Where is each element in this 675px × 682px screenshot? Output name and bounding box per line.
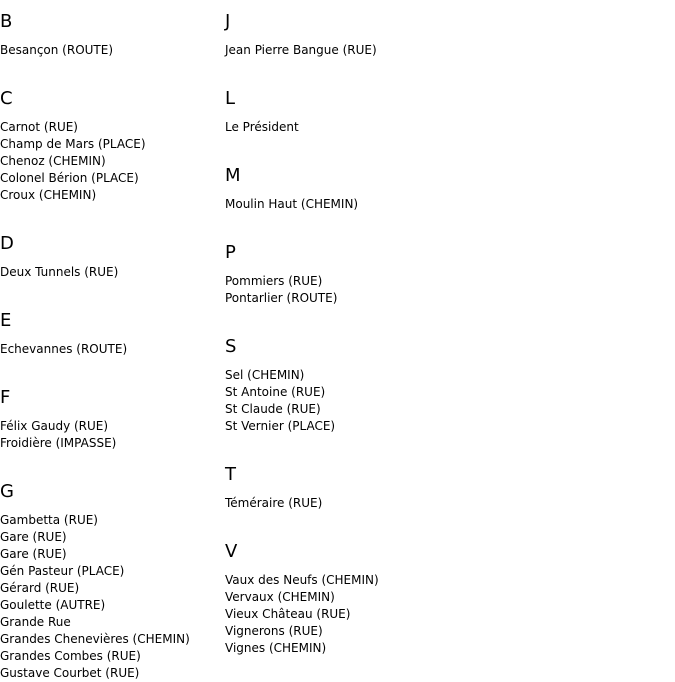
group-letter-heading: M: [225, 165, 241, 186]
street-link[interactable]: Croux (CHEMIN): [0, 188, 97, 202]
street-link[interactable]: Sel (CHEMIN): [225, 368, 305, 382]
street-link[interactable]: St Claude (RUE): [225, 402, 321, 416]
street-link[interactable]: Champ de Mars (PLACE): [0, 137, 146, 151]
letter-group: [0, 452, 225, 682]
street-list: [225, 572, 525, 657]
street-link[interactable]: Vignes (CHEMIN): [225, 641, 327, 655]
group-letter-heading: G: [0, 481, 14, 502]
street-list: [0, 264, 225, 281]
street-link[interactable]: Gare (RUE): [0, 547, 67, 561]
street-list: [0, 512, 225, 682]
group-letter-heading: C: [0, 88, 13, 109]
street-list: [225, 196, 525, 213]
street-link[interactable]: Le Président: [225, 120, 299, 134]
street-link[interactable]: Pontarlier (ROUTE): [225, 291, 338, 305]
street-link[interactable]: St Antoine (RUE): [225, 385, 326, 399]
street-link[interactable]: Vervaux (CHEMIN): [225, 590, 335, 604]
street-link[interactable]: Téméraire (RUE): [225, 496, 323, 510]
street-link[interactable]: Gare (RUE): [0, 530, 67, 544]
street-link[interactable]: Goulette (AUTRE): [0, 598, 106, 612]
letter-group: [225, 136, 525, 213]
street-index-right-column: [225, 0, 525, 657]
street-list: [0, 42, 225, 59]
group-letter-heading: F: [0, 387, 11, 408]
group-letter-heading: S: [225, 336, 237, 357]
street-link[interactable]: Carnot (RUE): [0, 120, 78, 134]
letter-group: [225, 435, 525, 512]
letter-group: [0, 0, 225, 59]
street-link[interactable]: Moulin Haut (CHEMIN): [225, 197, 359, 211]
letter-group: [0, 59, 225, 204]
street-link[interactable]: Colonel Bérion (PLACE): [0, 171, 139, 185]
street-list: [0, 341, 225, 358]
street-link[interactable]: Félix Gaudy (RUE): [0, 419, 109, 433]
group-letter-heading: B: [0, 11, 13, 32]
street-list: [225, 367, 525, 435]
street-link[interactable]: Gustave Courbet (RUE): [0, 666, 140, 680]
street-list: [225, 495, 525, 512]
street-link[interactable]: St Vernier (PLACE): [225, 419, 336, 433]
street-link[interactable]: Grandes Chenevières (CHEMIN): [0, 632, 190, 646]
group-letter-heading: D: [0, 233, 14, 254]
street-link[interactable]: Pommiers (RUE): [225, 274, 323, 288]
street-link[interactable]: Vaux des Neufs (CHEMIN): [225, 573, 379, 587]
group-letter-heading: L: [225, 88, 236, 109]
street-list: [225, 42, 525, 59]
group-letter-heading: P: [225, 242, 236, 263]
street-link[interactable]: Gén Pasteur (PLACE): [0, 564, 125, 578]
street-index-left-column: [0, 0, 225, 682]
street-list: [0, 418, 225, 452]
street-link[interactable]: Besançon (ROUTE): [0, 43, 114, 57]
letter-group: [0, 204, 225, 281]
street-link[interactable]: Froidière (IMPASSE): [0, 436, 117, 450]
letter-group: [0, 281, 225, 358]
street-link[interactable]: Grande Rue: [0, 615, 71, 629]
street-list: [0, 119, 225, 204]
street-link[interactable]: Chenoz (CHEMIN): [0, 154, 106, 168]
letter-group: [225, 0, 525, 59]
street-list: [225, 119, 525, 136]
street-link[interactable]: Jean Pierre Bangue (RUE): [225, 43, 377, 57]
letter-group: [225, 213, 525, 307]
street-link[interactable]: Gambetta (RUE): [0, 513, 98, 527]
street-link[interactable]: Grandes Combes (RUE): [0, 649, 141, 663]
group-letter-heading: E: [0, 310, 12, 331]
street-link[interactable]: Echevannes (ROUTE): [0, 342, 128, 356]
street-link[interactable]: Deux Tunnels (RUE): [0, 265, 119, 279]
letter-group: [225, 512, 525, 657]
street-link[interactable]: Vieux Château (RUE): [225, 607, 351, 621]
group-letter-heading: V: [225, 541, 238, 562]
letter-group: [225, 307, 525, 435]
group-letter-heading: T: [225, 464, 236, 485]
letter-group: [0, 358, 225, 452]
street-link[interactable]: Vignerons (RUE): [225, 624, 323, 638]
group-letter-heading: J: [225, 11, 231, 32]
street-link[interactable]: Gérard (RUE): [0, 581, 80, 595]
letter-group: [225, 59, 525, 136]
street-list: [225, 273, 525, 307]
